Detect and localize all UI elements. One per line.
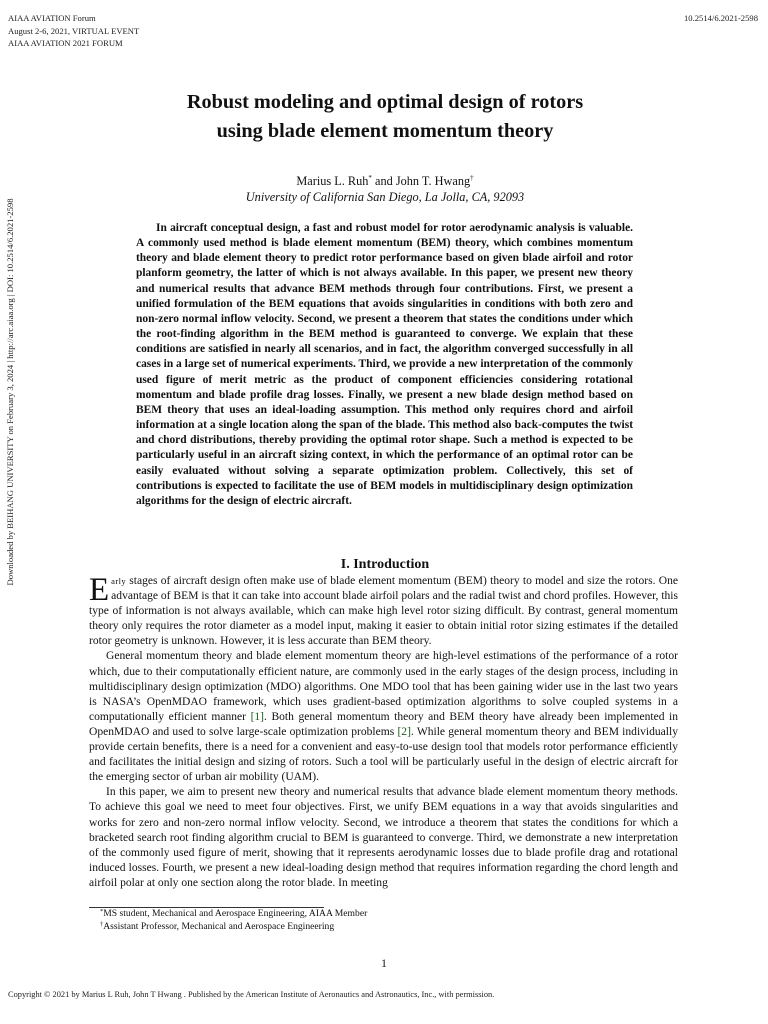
author-footnote-mark[interactable]: † — [470, 174, 474, 182]
footnote-mark: * — [100, 908, 104, 915]
paragraph-text: . Both general momentum theory and BEM theory have already been implemented in OpenMDAO and used to solve large-scale optimization problems — [89, 710, 679, 738]
doi-label[interactable]: 10.2514/6.2021-2598 — [684, 13, 758, 23]
title-line: using blade element momentum theory — [216, 119, 554, 142]
copyright-notice: Copyright © 2021 by Marius L Ruh, John T Hwang . Published by the American Institute of Aeronautics and Astronautics, Inc., with permission. — [8, 990, 495, 999]
title-line: Robust modeling and optimal design of rotors — [186, 91, 584, 113]
author-name: John T. Hwang — [395, 174, 471, 188]
footnote — [100, 907, 367, 920]
page-number: 1 — [381, 958, 387, 970]
footnote-text: MS student, Mechanical and Aerospace Engineering, AIAA Member — [103, 908, 368, 919]
paragraph-text: General momentum theory and blade element momentum theory are high-level estimations of the performance of a rotor which, due to their computationally efficient nature, are commonly used in the early stages of the design process, including in multidisciplinary design optimization (MDO) algorithms. One MDO tool that has been gaining wider use in the last two years is NASA’s OpenMDAO framework, which uses gradient-based optimization algorithms to solve coupled systems in a computationally efficient manner — [89, 650, 678, 723]
venue-line: August 2-6, 2021, VIRTUAL EVENT — [8, 25, 140, 36]
footnote-text: Assistant Professor, Mechanical and Aerospace Engineering — [103, 921, 335, 932]
paragraph-text: stages of aircraft design often make use of blade element momentum (BEM) theory to model and size the rotors. One advantage of BEM is that it can take into account blade airfoil polars and the radial twist and chord profiles. However, this type of information is not always available, which can make high level rotor sizing difficult. By contrast, general momentum theory only requires the rotor diameter as a model input, making it easier to obtain initial rotor sizing estimates if the detailed rotor geometry is unknown. However, it is less accurate than BEM theory. — [89, 575, 678, 648]
citation-link[interactable]: [2] — [397, 725, 411, 738]
author-line — [80, 173, 690, 189]
paragraph — [89, 649, 678, 785]
venue-line: AIAA AVIATION Forum — [8, 13, 96, 23]
venue-header — [8, 12, 139, 50]
venue-line: AIAA AVIATION 2021 FORUM — [8, 38, 123, 48]
paragraph-text: . While general momentum theory and BEM individually provide certain benefits, there is a need for a convenient and easy-to-use design tool that models rotor performance efficiently and facilitates the initial design and sizing of rotors. Such a tool will be particularly useful in the design of electric aircraft for the emerging sector of urban air mobility (UAM). — [89, 725, 678, 784]
affiliation: University of California San Diego, La Jolla, CA, 92093 — [245, 190, 525, 204]
section-body — [89, 574, 678, 891]
footnote-mark: † — [100, 921, 104, 928]
author-name: Marius L. Ruh — [296, 174, 369, 188]
drop-cap: E — [89, 572, 110, 608]
abstract: In aircraft conceptual design, a fast and robust model for rotor aerodynamic analysis is valuable. A commonly used method is blade element momentum (BEM) theory, which combines momentum theory and blade element theory to predict rotor performance based on given blade airfoil and rotor planform geometry, the latter of which is not always available. In this paper, we present new theory and numerical results that advance BEM methods through four contributions. First, we present a unified formulation of the BEM equations that avoids singularities in conditions with both zero and non-zero normal inflow velocity. Second, we present a theorem that states the conditions under which the root-finding algorithm in the BEM method is guaranteed to converge. We explain that these conditions are satisfied in nearly all scenarios, and in fact, the algorithm converged successfully in all cases in a large set of numerical experiments. Third, we provide a new interpretation of the commonly used figure of merit metric as the product of component efficiencies considering rotational momentum and blade profile drag losses. Finally, we present a new blade design method based on BEM theory that uses an ideal-loading assumption. This method only requires chord and airfoil information at a single location along the span of the blade. This method also back-computes the twist and chord distributions, thereby providing the optimal rotor shape. Such a method is expected to be particularly useful in an aircraft sizing context, in which the performance of an optimal rotor can be easily evaluated without solving a separate optimization problem. Collectively, this set of contributions is expected to facilitate the use of BEM models in multidisciplinary design optimization algorithms for the design of electric aircraft. — [136, 222, 633, 507]
download-side-note: Downloaded by BEIHANG UNIVERSITY on February 3, 2024 | http://arc.aiaa.org | DOI: 10.2514/6.2021-2598 — [5, 198, 15, 586]
footnote — [100, 920, 367, 933]
small-caps-lead: arly — [111, 576, 126, 586]
author-footnote-mark[interactable]: * — [368, 174, 372, 182]
paper-title — [80, 88, 690, 145]
paragraph — [89, 574, 678, 649]
author-block — [80, 173, 690, 205]
footnotes — [100, 907, 367, 933]
author-joiner: and — [371, 174, 396, 188]
paragraph: In this paper, we aim to present new theory and numerical results that advance blade element momentum theory methods. To achieve this goal we need to meet four objectives. First, we unify BEM equations in a way that avoids singularities and works for zero and non-zero normal inflow velocity. Second, we introduce a theorem that states the conditions for which a bracketed search root finding algorithm crucial to BEM is guaranteed to converge. Third, we demonstrate a new interpretation of the commonly used figure of merit, showing that it represents aerodynamic losses due to blade profile drag and rotational induced losses. Fourth, we present a new ideal-loading design method that requires information regarding the chord length and airfoil polar at only one section along the rotor blade. In meeting — [89, 786, 678, 889]
citation-link[interactable]: [1] — [250, 710, 265, 723]
section-heading: I. Introduction — [340, 557, 430, 572]
